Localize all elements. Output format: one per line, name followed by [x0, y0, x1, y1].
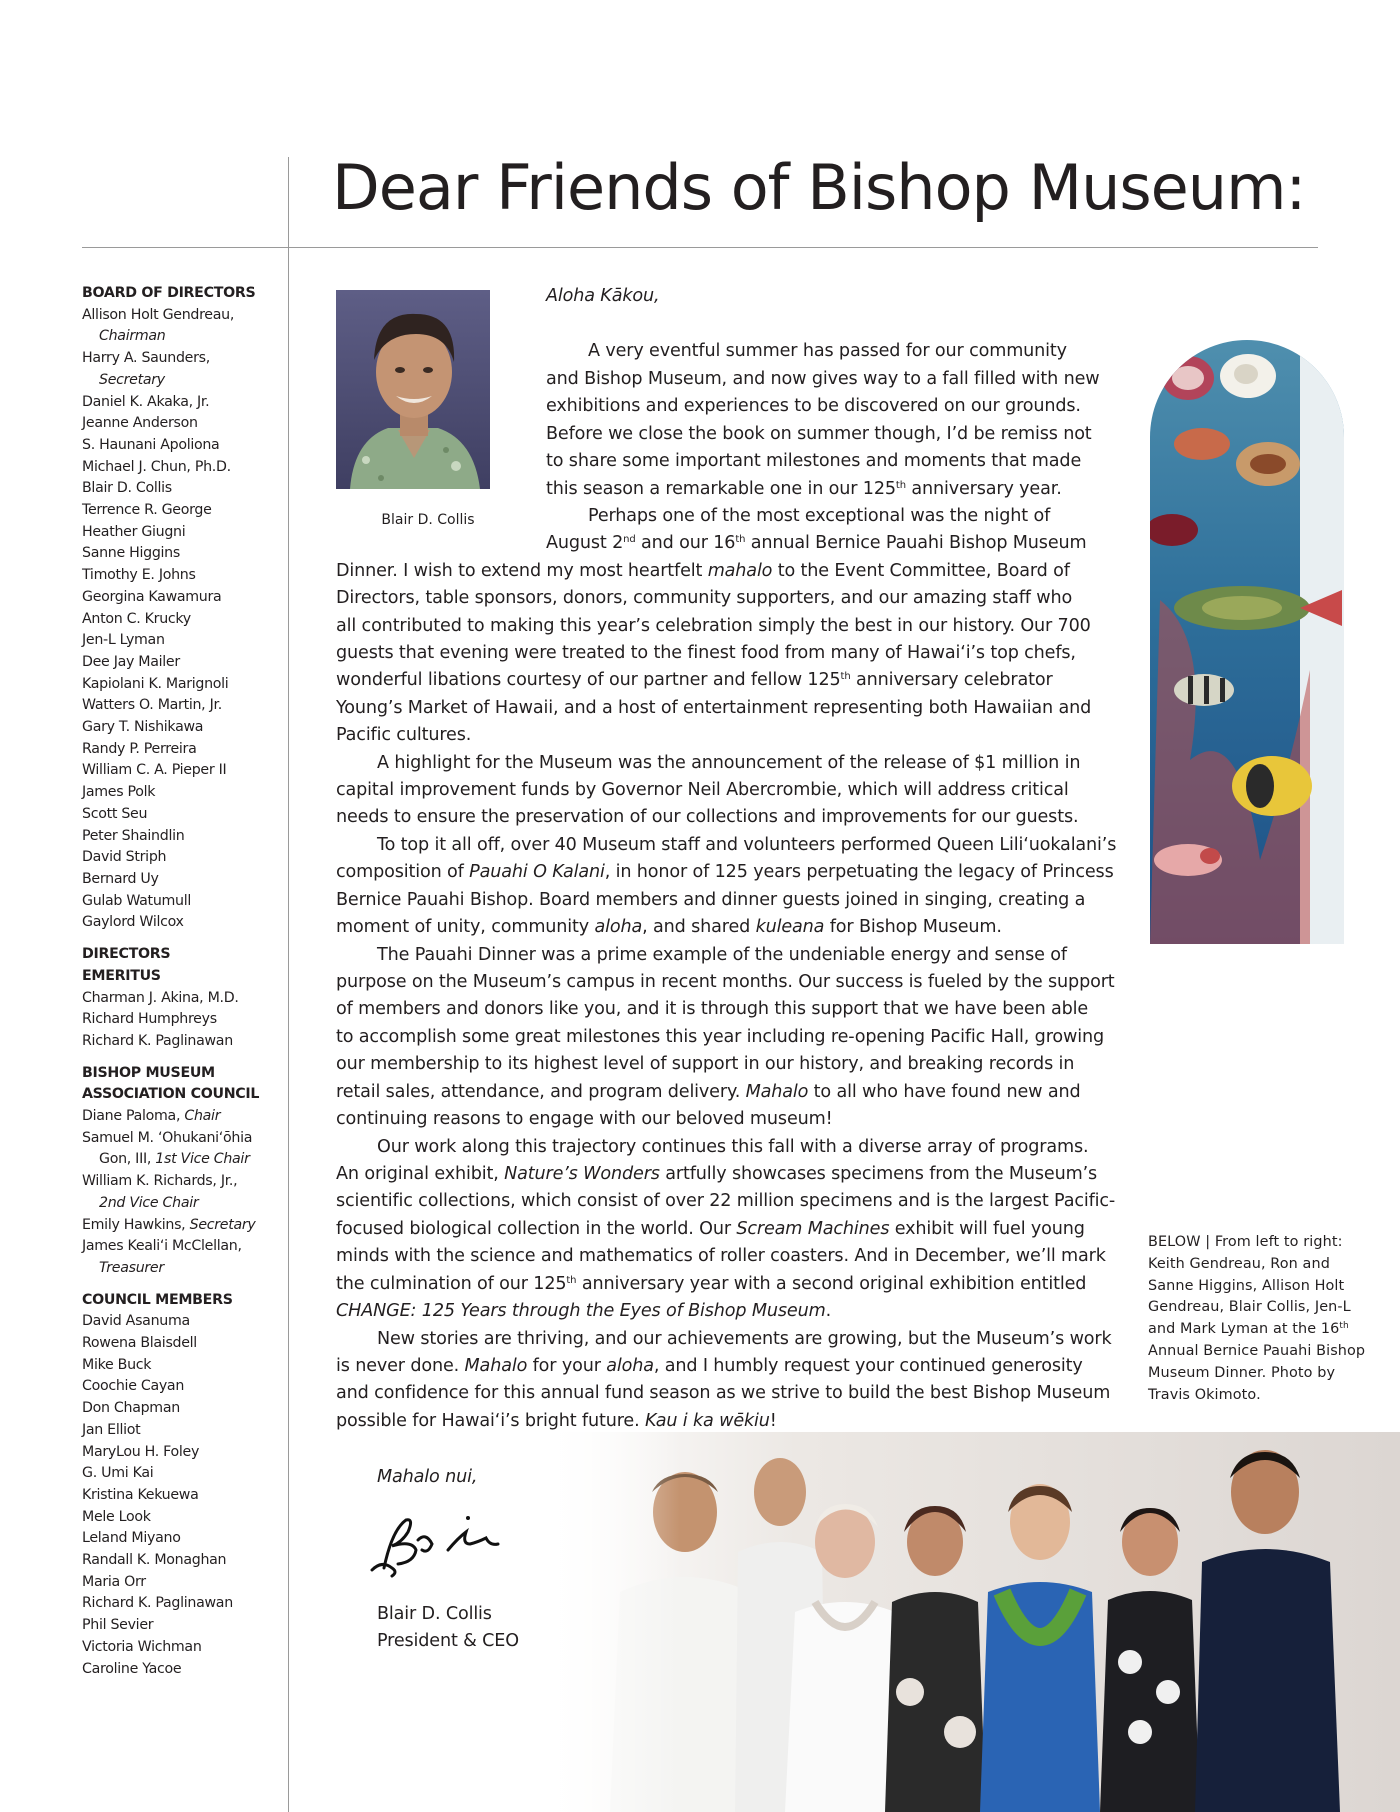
- letter-line: August 2nd and our 16th annual Bernice Pauahi Bishop Museum: [546, 533, 1087, 553]
- council-heading: BISHOP MUSEUM ASSOCIATION COUNCIL: [82, 1064, 260, 1103]
- board-member: Jeanne Anderson: [82, 415, 198, 432]
- ocean-specimens-art: [1150, 340, 1344, 944]
- board-member: James Polk: [82, 784, 156, 801]
- letter-line: guests that evening were treated to the finest food from many of Hawai‘i’s top chefs,: [336, 643, 1076, 663]
- board-member: Sanne Higgins: [82, 545, 180, 562]
- board-member: Terrence R. George: [82, 502, 212, 519]
- letter-line: possible for Hawai‘i’s bright future. Kau i ka wēkiu!: [336, 1411, 777, 1431]
- board-member: Kapiolani K. Marignoli: [82, 675, 229, 692]
- emeritus-member: Richard K. Paglinawan: [82, 1032, 233, 1049]
- council-member: Rowena Blaisdell: [82, 1335, 197, 1352]
- board-member: Anton C. Krucky: [82, 610, 191, 627]
- letter-line: Bernice Pauahi Bishop. Board members and dinner guests joined in singing, creating a: [336, 890, 1086, 910]
- council-officers: [82, 1106, 282, 1280]
- letter-line: to accomplish some great milestones this year including re-opening Pacific Hall, growing: [336, 1027, 1105, 1047]
- council-member: Jan Elliot: [82, 1421, 141, 1438]
- board-member: Harry A. Saunders,: [82, 350, 210, 367]
- letter-line: all contributed to making this year’s celebration simply the best in our history. Our 700: [336, 616, 1091, 636]
- letter-line: our membership to its highest level of support in our history, and breaking records in: [336, 1054, 1075, 1074]
- letter-line: purpose on the Museum’s campus in recent months. Our success is fueled by the support: [336, 972, 1115, 992]
- letter-line: capital improvement funds by Governor Neil Abercrombie, which will address critical: [336, 780, 1069, 800]
- board-member: Dee Jay Mailer: [82, 653, 180, 670]
- letter-line: Dinner. I wish to extend my most heartfelt mahalo to the Event Committee, Board of: [336, 561, 1070, 581]
- council-officer-role: 2nd Vice Chair: [99, 1194, 199, 1211]
- council-member: G. Umi Kai: [82, 1465, 154, 1482]
- letter-line: needs to ensure the preservation of our collections and improvements for our guests.: [336, 807, 1079, 827]
- emeritus-member: Richard Humphreys: [82, 1011, 217, 1028]
- council-member: Mike Buck: [82, 1356, 152, 1373]
- council-officer: Emily Hawkins, Secretary: [82, 1216, 256, 1233]
- council-member: Richard K. Paglinawan: [82, 1595, 233, 1612]
- page-title: Dear Friends of Bishop Museum:: [332, 151, 1306, 224]
- letter-line: To top it all off, over 40 Museum staff and volunteers performed Queen Lili‘uokalani’s: [377, 835, 1117, 855]
- letter-line: to share some important milestones and moments that made: [546, 451, 1082, 471]
- board-member: Heather Giugni: [82, 523, 186, 540]
- board-member: David Striph: [82, 849, 167, 866]
- letter-line: Directors, table sponsors, donors, community supporters, and our amazing staff who: [336, 588, 1073, 608]
- council-member: David Asanuma: [82, 1313, 190, 1330]
- members-heading: COUNCIL MEMBERS: [82, 1291, 233, 1308]
- board-member: S. Haunani Apoliona: [82, 436, 220, 453]
- board-member: Gulab Watumull: [82, 892, 192, 909]
- council-member: Leland Miyano: [82, 1530, 181, 1547]
- council-member: Don Chapman: [82, 1400, 180, 1417]
- emeritus-heading: DIRECTORS EMERITUS: [82, 946, 171, 984]
- letter-line: wonderful libations courtesy of our partner and fellow 125th anniversary celebrator: [336, 670, 1053, 690]
- group-photo: [540, 1432, 1400, 1812]
- board-member: Gary T. Nishikawa: [82, 719, 204, 736]
- letter-line: moment of unity, community aloha, and shared kuleana for Bishop Museum.: [336, 917, 1002, 937]
- board-member: Gaylord Wilcox: [82, 914, 184, 931]
- council-member: MaryLou H. Foley: [82, 1443, 200, 1460]
- letter-line: continuing reasons to engage with our beloved museum!: [336, 1109, 833, 1129]
- council-officer: William K. Richards, Jr.,: [82, 1173, 238, 1190]
- council-member: Phil Sevier: [82, 1617, 154, 1634]
- letter-line: the culmination of our 125th anniversary year with a second original exhibition entitled: [336, 1274, 1087, 1294]
- letter-line: composition of Pauahi O Kalani, in honor of 125 years perpetuating the legacy of Princess: [336, 862, 1114, 882]
- council-officer: James Keali‘i McClellan,: [82, 1238, 242, 1255]
- letter-line: Pacific cultures.: [336, 725, 472, 745]
- signature: [362, 1510, 512, 1580]
- letter-line: Perhaps one of the most exceptional was the night of: [588, 506, 1051, 526]
- letter-line: The Pauahi Dinner was a prime example of the undeniable energy and sense of: [377, 945, 1067, 965]
- salutation: Aloha Kākou,: [546, 286, 660, 306]
- board-member: Watters O. Martin, Jr.: [82, 697, 222, 714]
- board-member: Blair D. Collis: [82, 480, 172, 497]
- letter-line: focused biological collection in the world. Our Scream Machines exhibit will fuel young: [336, 1219, 1085, 1239]
- council-member: Maria Orr: [82, 1573, 146, 1590]
- letter-line: Before we close the book on summer though, I’d be remiss not: [546, 424, 1092, 444]
- council-member: Victoria Wichman: [82, 1638, 202, 1655]
- board-member: Randy P. Perreira: [82, 740, 197, 757]
- emeritus-list: [82, 988, 282, 1053]
- board-member: Michael J. Chun, Ph.D.: [82, 458, 231, 475]
- council-member: Randall K. Monaghan: [82, 1552, 227, 1569]
- board-member: Peter Shaindlin: [82, 827, 185, 844]
- council-member: Coochie Cayan: [82, 1378, 185, 1395]
- council-officer: Samuel M. ‘Ohukani‘ōhia: [82, 1129, 253, 1146]
- vertical-rule: [288, 157, 289, 1812]
- letter-line: retail sales, attendance, and program delivery. Mahalo to all who have found new and: [336, 1082, 1081, 1102]
- letter-line: is never done. Mahalo for your aloha, and I humbly request your continued generosity: [336, 1356, 1083, 1376]
- letter-line: and confidence for this annual fund season as we strive to build the best Bishop Museum: [336, 1383, 1111, 1403]
- closing: Mahalo nui,: [377, 1467, 478, 1487]
- letter-line: Our work along this trajectory continues this fall with a diverse array of programs.: [377, 1137, 1089, 1157]
- horizontal-rule: [82, 247, 1318, 248]
- board-member-role: Chairman: [99, 328, 166, 345]
- letter-line: A very eventful summer has passed for our community: [588, 341, 1067, 361]
- letter-line: CHANGE: 125 Years through the Eyes of Bishop Museum.: [336, 1301, 832, 1321]
- council-officer: Diane Paloma, Chair: [82, 1108, 221, 1125]
- portrait-caption: Blair D. Collis: [381, 512, 475, 528]
- portrait-photo: [336, 290, 490, 489]
- council-member: Mele Look: [82, 1508, 151, 1525]
- signature-title: President & CEO: [377, 1631, 519, 1651]
- board-member: Bernard Uy: [82, 870, 159, 887]
- board-list: [82, 305, 282, 934]
- emeritus-member: Charman J. Akina, M.D.: [82, 989, 239, 1006]
- letter-line: exhibitions and experiences to be discovered on our grounds.: [546, 396, 1081, 416]
- letter-line: minds with the science and mathematics of roller coasters. And in December, we’ll mark: [336, 1246, 1106, 1266]
- board-heading: BOARD OF DIRECTORS: [82, 285, 256, 301]
- council-member: Kristina Kekuewa: [82, 1486, 199, 1503]
- board-member: Allison Holt Gendreau,: [82, 306, 235, 323]
- board-member: Georgina Kawamura: [82, 588, 222, 605]
- council-officer-role: Gon, III, 1st Vice Chair: [99, 1151, 250, 1168]
- board-member: Jen-L Lyman: [82, 632, 165, 649]
- letter-line: of members and donors like you, and it is through this support that we have been able: [336, 999, 1089, 1019]
- board-member: Daniel K. Akaka, Jr.: [82, 393, 210, 410]
- council-member: Caroline Yacoe: [82, 1660, 182, 1677]
- board-member-role: Secretary: [99, 371, 165, 388]
- board-sidebar: [82, 283, 282, 1680]
- letter-line: A highlight for the Museum was the announcement of the release of $1 million in: [377, 753, 1081, 773]
- board-member: Timothy E. Johns: [82, 567, 196, 584]
- board-member: William C. A. Pieper II: [82, 762, 227, 779]
- signature-name: Blair D. Collis: [377, 1604, 492, 1624]
- members-list: [82, 1311, 282, 1680]
- council-officer-role: Treasurer: [99, 1259, 164, 1276]
- letter-line: scientific collections, which consist of over 22 million specimens and is the largest Pacific-: [336, 1191, 1116, 1211]
- board-member: Scott Seu: [82, 805, 148, 822]
- letter-line: An original exhibit, Nature’s Wonders artfully showcases specimens from the Museum’s: [336, 1164, 1098, 1184]
- letter-line: New stories are thriving, and our achievements are growing, but the Museum’s work: [377, 1329, 1112, 1349]
- letter-line: this season a remarkable one in our 125th anniversary year.: [546, 479, 1062, 499]
- letter-line: Young’s Market of Hawaii, and a host of entertainment representing both Hawaiian and: [336, 698, 1092, 718]
- letter-line: and Bishop Museum, and now gives way to a fall filled with new: [546, 369, 1100, 389]
- photo-caption: BELOW | From left to right: Keith Gendreau, Ron and Sanne Higgins, Allison Holt Gendreau, Blair Collis, Jen-L and Mark Lyman at the 16th Annual Bernice Pauahi Bishop Museum Dinner. Photo by Travis Okimoto.: [1148, 1234, 1366, 1403]
